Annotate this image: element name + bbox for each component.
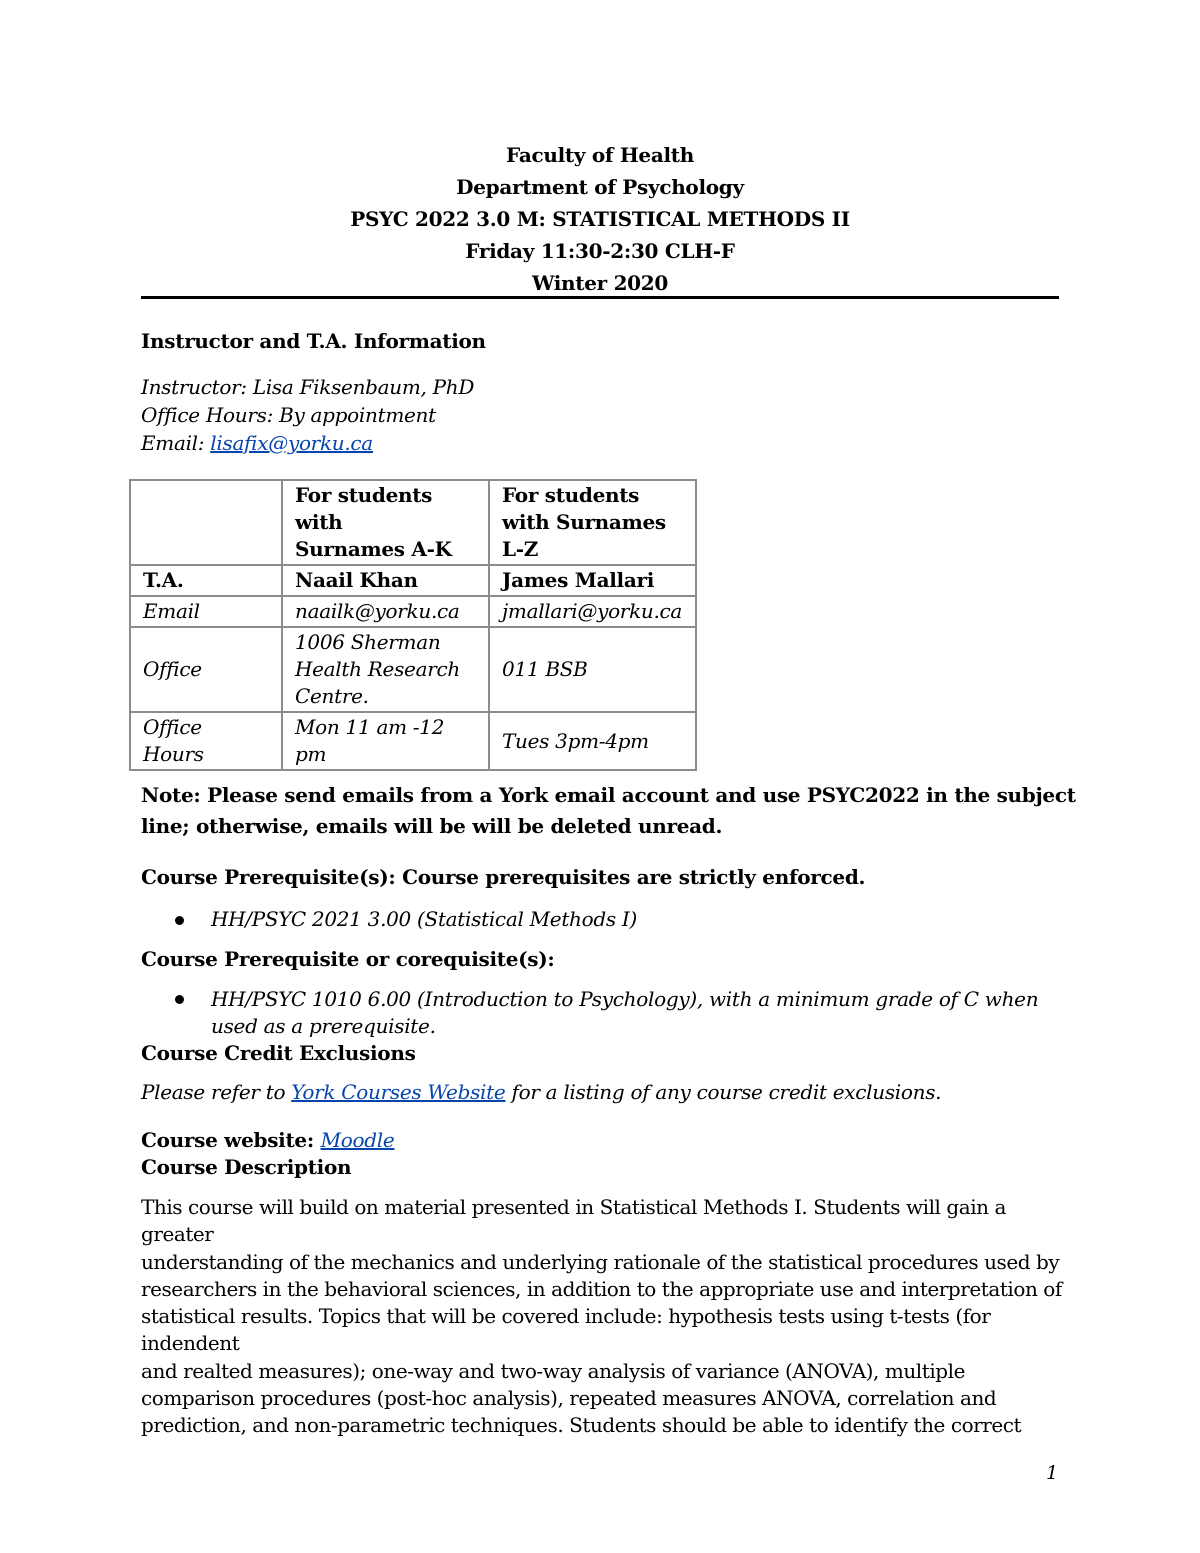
row-label-office-hours (130, 712, 282, 770)
description-body (141, 1194, 1071, 1440)
col-header-l-z-line3: L-Z (502, 537, 539, 561)
ta-office-l-z: 011 BSB (489, 627, 696, 712)
coreq-item-line-2: used as a prerequisite. (211, 1014, 436, 1038)
col-header-l-z (489, 480, 696, 565)
prereq-item: HH/PSYC 2021 3.00 (Statistical Methods I) (211, 907, 638, 931)
note-line-2: line; otherwise, emails will be will be deleted unread. (141, 814, 723, 838)
col-header-a-k (282, 480, 489, 565)
instructor-email-link[interactable]: lisafix@yorku.ca (210, 431, 373, 455)
york-courses-link[interactable]: York Courses Website (291, 1080, 506, 1104)
row-label-ta: T.A. (130, 565, 282, 596)
description-line: understanding of the mechanics and underlying rationale of the statistical procedures used by (141, 1249, 1060, 1274)
exclusions-text-after: for a listing of any course credit exclusions. (505, 1080, 942, 1104)
coreq-item-line-1: HH/PSYC 1010 6.00 (Introduction to Psychology), with a minimum grade of C when (211, 987, 1039, 1011)
ta-hours-l-z: Tues 3pm-4pm (489, 712, 696, 770)
description-line: and realted measures); one-way and two-way analysis of variance (ANOVA), multiple (141, 1358, 965, 1383)
exclusions-text (141, 1080, 941, 1104)
department-title: Department of Psychology (456, 175, 744, 199)
table-row (130, 480, 696, 565)
description-line: comparison procedures (post-hoc analysis), repeated measures ANOVA, correlation and (141, 1386, 997, 1411)
table-row (130, 712, 696, 770)
bullet-icon (175, 916, 184, 925)
ta-office-a-k (282, 627, 489, 712)
course-term: Winter 2020 (531, 271, 669, 295)
ta-email-l-z: jmallari@yorku.ca (489, 596, 696, 627)
table-row (130, 565, 696, 596)
instructor-name: Instructor: Lisa Fiksenbaum, PhD (141, 375, 475, 399)
ta-table (129, 479, 697, 771)
bullet-icon (175, 995, 184, 1004)
row-label-office-hours-line2: Hours (143, 742, 204, 766)
table-row (130, 627, 696, 712)
col-header-a-k-line1: For students with (295, 483, 433, 534)
course-schedule: Friday 11:30-2:30 CLH-F (465, 239, 735, 263)
coreq-heading: Course Prerequisite or corequisite(s): (141, 947, 555, 971)
ta-name-l-z: James Mallari (489, 565, 696, 596)
row-label-email: Email (130, 596, 282, 627)
exclusions-text-before: Please refer to (141, 1080, 292, 1104)
header-divider (141, 296, 1059, 299)
col-header-a-k-line2: Surnames A-K (295, 537, 452, 561)
exclusions-heading: Course Credit Exclusions (141, 1041, 416, 1065)
row-label-office: Office (130, 627, 282, 712)
instructor-office-hours: Office Hours: By appointment (141, 403, 436, 427)
col-header-l-z-line1: For students (502, 483, 640, 507)
prereq-heading: Course Prerequisite(s): Course prerequisites are strictly enforced. (141, 865, 866, 889)
page-number: 1 (1046, 1462, 1059, 1484)
ta-office-a-k-line3: Centre. (295, 684, 369, 708)
instructor-email-line (141, 431, 373, 455)
row-label-office-hours-line1: Office (143, 715, 202, 739)
ta-name-a-k: Naail Khan (282, 565, 489, 596)
faculty-title: Faculty of Health (506, 143, 694, 167)
course-title: PSYC 2022 3.0 M: STATISTICAL METHODS II (350, 207, 850, 231)
ta-hours-a-k: Mon 11 am -12 pm (282, 712, 489, 770)
ta-office-a-k-line2: Health Research (295, 657, 460, 681)
description-line: This course will build on material presented in Statistical Methods I. Students will gain a greater (141, 1195, 1006, 1247)
description-line: researchers in the behavioral sciences, in addition to the appropriate use and interpretation of (141, 1276, 1062, 1301)
table-cell-empty (130, 480, 282, 565)
ta-email-a-k: naailk@yorku.ca (282, 596, 489, 627)
description-heading: Course Description (141, 1155, 352, 1179)
email-label: Email: (141, 431, 211, 455)
note-line-1: Note: Please send emails from a York email account and use PSYC2022 in the subject (141, 783, 1076, 807)
instructor-heading: Instructor and T.A. Information (141, 329, 486, 353)
ta-office-a-k-line1: 1006 Sherman (295, 630, 441, 654)
col-header-l-z-line2: with Surnames (502, 510, 666, 534)
moodle-link[interactable]: Moodle (320, 1128, 395, 1152)
course-website-label: Course website: (141, 1128, 321, 1152)
description-line: prediction, and non-parametric techniques. Students should be able to identify the correct (141, 1413, 1022, 1438)
table-row (130, 596, 696, 627)
description-line: statistical results. Topics that will be covered include: hypothesis tests using t-tests (for indendent (141, 1304, 991, 1356)
course-website-line (141, 1128, 394, 1152)
